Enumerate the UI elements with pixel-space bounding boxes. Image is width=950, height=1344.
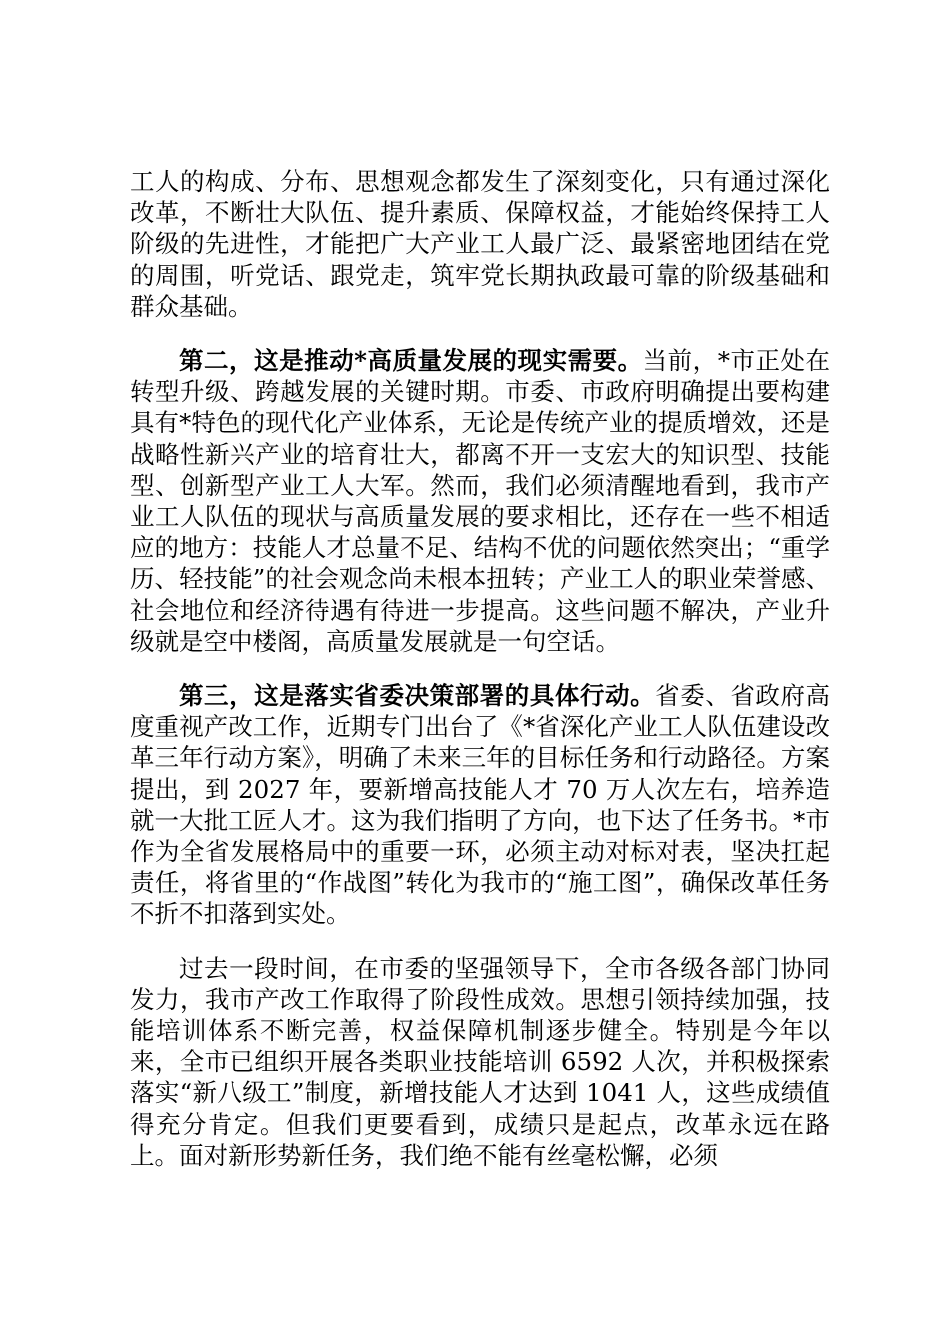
paragraph-lead-heading: 第三，这是落实省委决策部署的具体行动。 [179, 681, 656, 711]
paragraph-text: 过去一段时间，在市委的坚强领导下，全市各级各部门协同发力，我市产改工作取得了阶段性成效。思想引领持续加强，技能培训体系不断完善，权益保障机制逐步健全。特别是今年以来，全市已组织开展各类职业技能培训 6592 人次，并积极探索落实“新八级工”制度，新增技能人才达到 1041 人，这些成绩值得充分肯定。但我们更要看到，成绩只是起点，改革永远在路上。面对新形势新任务，我们绝不能有丝毫松懈，必须 [130, 953, 830, 1170]
paragraph-third-point [130, 680, 830, 930]
document-page [130, 166, 830, 1171]
paragraph-continuation [130, 166, 830, 322]
paragraph-text: 工人的构成、分布、思想观念都发生了深刻变化，只有通过深化改革，不断壮大队伍、提升素质、保障权益，才能始终保持工人阶级的先进性，才能把广大产业工人最广泛、最紧密地团结在党的周围，听党话、跟党走，筑牢党长期执政最可靠的阶级基础和群众基础。 [130, 167, 830, 321]
paragraph-lead-heading: 第二，这是推动*高质量发展的现实需要。 [179, 346, 643, 376]
paragraph-achievements [130, 953, 830, 1171]
paragraph-text: 当前，*市正处在转型升级、跨越发展的关键时期。市委、市政府明确提出要构建具有*特色的现代化产业体系，无论是传统产业的提质增效，还是战略性新兴产业的培育壮大，都离不开一支宏大的知识型、技能型、创新型产业工人大军。然而，我们必须清醒地看到，我市产业工人队伍的现状与高质量发展的要求相比，还存在一些不相适应的地方：技能人才总量不足、结构不优的问题依然突出；“重学历、轻技能”的社会观念尚未根本扭转；产业工人的职业荣誉感、社会地位和经济待遇有待进一步提高。这些问题不解决，产业升级就是空中楼阁，高质量发展就是一句空话。 [130, 346, 831, 656]
paragraph-second-point [130, 345, 830, 657]
paragraph-text: 省委、省政府高度重视产改工作，近期专门出台了《*省深化产业工人队伍建设改革三年行动方案》，明确了未来三年的目标任务和行动路径。方案提出，到 2027 年，要新增高技能人才 70 万人次左右，培养造就一大批工匠人才。这为我们指明了方向，也下达了任务书。*市作为全省发展格局中的重要一环，必须主动对标对表，坚决扛起责任，将省里的“作战图”转化为我市的“施工图”，确保改革任务不折不扣落到实处。 [130, 681, 830, 929]
